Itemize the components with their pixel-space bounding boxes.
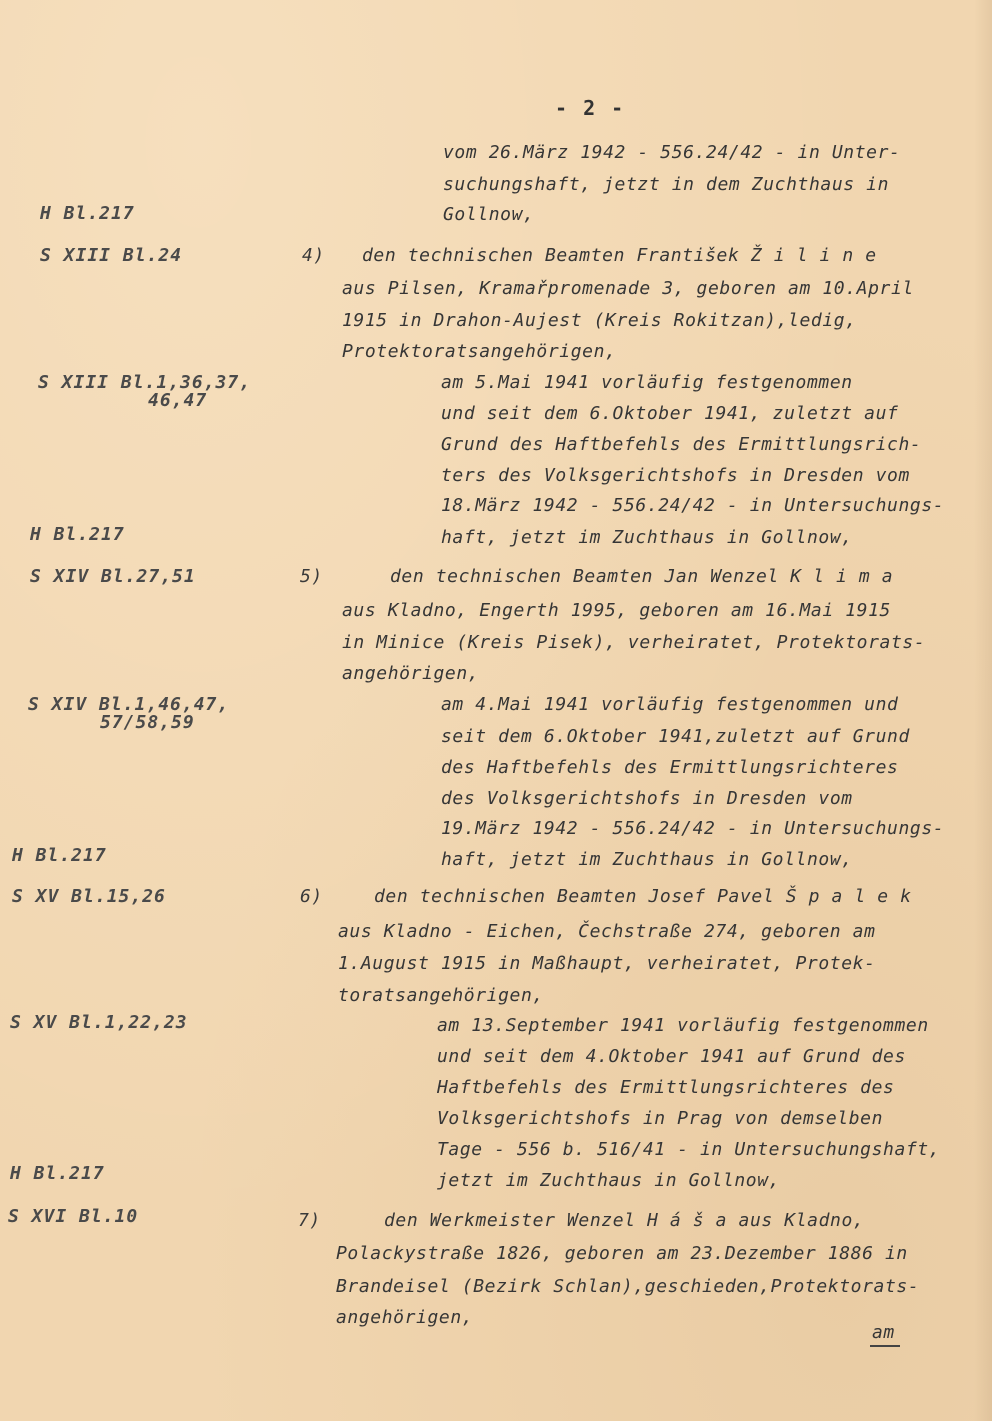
item-number: 5) bbox=[300, 566, 323, 587]
body-line: und seit dem 6.Oktober 1941, zuletzt auf bbox=[441, 403, 899, 424]
margin-note: H Bl.217 bbox=[10, 1163, 105, 1184]
body-line: den Werkmeister Wenzel H á š a aus Kladno, bbox=[384, 1210, 865, 1231]
body-line: ters des Volksgerichtshofs in Dresden vom bbox=[441, 465, 910, 486]
body-line: den technischen Beamten František Ž i l i n e bbox=[362, 245, 877, 266]
page-number: - 2 - bbox=[555, 96, 626, 120]
body-line: den technischen Beamten Jan Wenzel K l i m a bbox=[390, 566, 894, 587]
body-line: aus Kladno, Engerth 1995, geboren am 16.Mai 1915 bbox=[342, 600, 891, 621]
margin-note: H Bl.217 bbox=[40, 203, 135, 224]
body-line: 18.März 1942 - 556.24/42 - in Untersuchungs- bbox=[441, 495, 945, 516]
body-line: vom 26.März 1942 - 556.24/42 - in Unter- bbox=[443, 142, 901, 163]
body-line: Haftbefehls des Ermittlungsrichteres des bbox=[437, 1077, 895, 1098]
body-line: den technischen Beamten Josef Pavel Š p a l e k bbox=[374, 886, 912, 907]
body-line: 19.März 1942 - 556.24/42 - in Untersuchungs- bbox=[441, 818, 945, 839]
body-line: toratsangehörigen, bbox=[338, 985, 544, 1006]
page-edge-shadow bbox=[974, 0, 992, 1421]
body-line: aus Kladno - Eichen, Čechstraße 274, geboren am bbox=[338, 921, 876, 942]
body-line: Polackystraße 1826, geboren am 23.Dezember 1886 in bbox=[336, 1243, 908, 1264]
margin-note: S XVI Bl.10 bbox=[8, 1206, 139, 1227]
margin-note: S XV Bl.15,26 bbox=[12, 886, 166, 907]
margin-note: 57/58,59 bbox=[100, 712, 195, 733]
catchword: am bbox=[872, 1322, 895, 1343]
body-line: des Haftbefehls des Ermittlungsrichteres bbox=[441, 757, 899, 778]
margin-note: S XIII Bl.1,36,37, bbox=[38, 372, 252, 393]
body-line: am 13.September 1941 vorläufig festgenommen bbox=[437, 1015, 929, 1036]
margin-note: S XIII Bl.24 bbox=[40, 245, 183, 266]
body-line: 1915 in Drahon-Aujest (Kreis Rokitzan),ledig, bbox=[342, 310, 857, 331]
body-line: haft, jetzt im Zuchthaus in Gollnow, bbox=[441, 527, 853, 548]
item-number: 7) bbox=[298, 1210, 321, 1231]
body-line: Grund des Haftbefehls des Ermittlungsrich- bbox=[441, 434, 922, 455]
body-line: Gollnow, bbox=[443, 204, 535, 225]
margin-note: S XV Bl.1,22,23 bbox=[10, 1012, 188, 1033]
item-number: 6) bbox=[300, 886, 323, 907]
body-line: angehörigen, bbox=[342, 663, 480, 684]
body-line: und seit dem 4.Oktober 1941 auf Grund des bbox=[437, 1046, 906, 1067]
body-line: angehörigen, bbox=[336, 1307, 474, 1328]
item-number: 4) bbox=[302, 245, 325, 266]
body-line: Tage - 556 b. 516/41 - in Untersuchungshaft, bbox=[437, 1139, 941, 1160]
body-line: aus Pilsen, Kramařpromenade 3, geboren am 10.April bbox=[342, 278, 914, 299]
margin-note: H Bl.217 bbox=[12, 845, 107, 866]
margin-note: S XIV Bl.1,46,47, bbox=[28, 694, 230, 715]
body-line: des Volksgerichtshofs in Dresden vom bbox=[441, 788, 853, 809]
margin-note: H Bl.217 bbox=[30, 524, 125, 545]
body-line: am 5.Mai 1941 vorläufig festgenommen bbox=[441, 372, 853, 393]
body-line: 1.August 1915 in Maßhaupt, verheiratet, Protek- bbox=[338, 953, 876, 974]
catchword-underline bbox=[870, 1345, 900, 1347]
body-line: seit dem 6.Oktober 1941,zuletzt auf Grund bbox=[441, 726, 910, 747]
body-line: Protektoratsangehörigen, bbox=[342, 341, 617, 362]
body-line: Brandeisel (Bezirk Schlan),geschieden,Protektorats- bbox=[336, 1276, 920, 1297]
body-line: jetzt im Zuchthaus in Gollnow, bbox=[437, 1170, 781, 1191]
margin-note: 46,47 bbox=[148, 390, 208, 411]
body-line: suchungshaft, jetzt in dem Zuchthaus in bbox=[443, 174, 890, 195]
body-line: Volksgerichtshofs in Prag von demselben bbox=[437, 1108, 884, 1129]
body-line: haft, jetzt im Zuchthaus in Gollnow, bbox=[441, 849, 853, 870]
margin-note: S XIV Bl.27,51 bbox=[30, 566, 196, 587]
body-line: in Minice (Kreis Pisek), verheiratet, Protektorats- bbox=[342, 632, 926, 653]
body-line: am 4.Mai 1941 vorläufig festgenommen und bbox=[441, 694, 899, 715]
